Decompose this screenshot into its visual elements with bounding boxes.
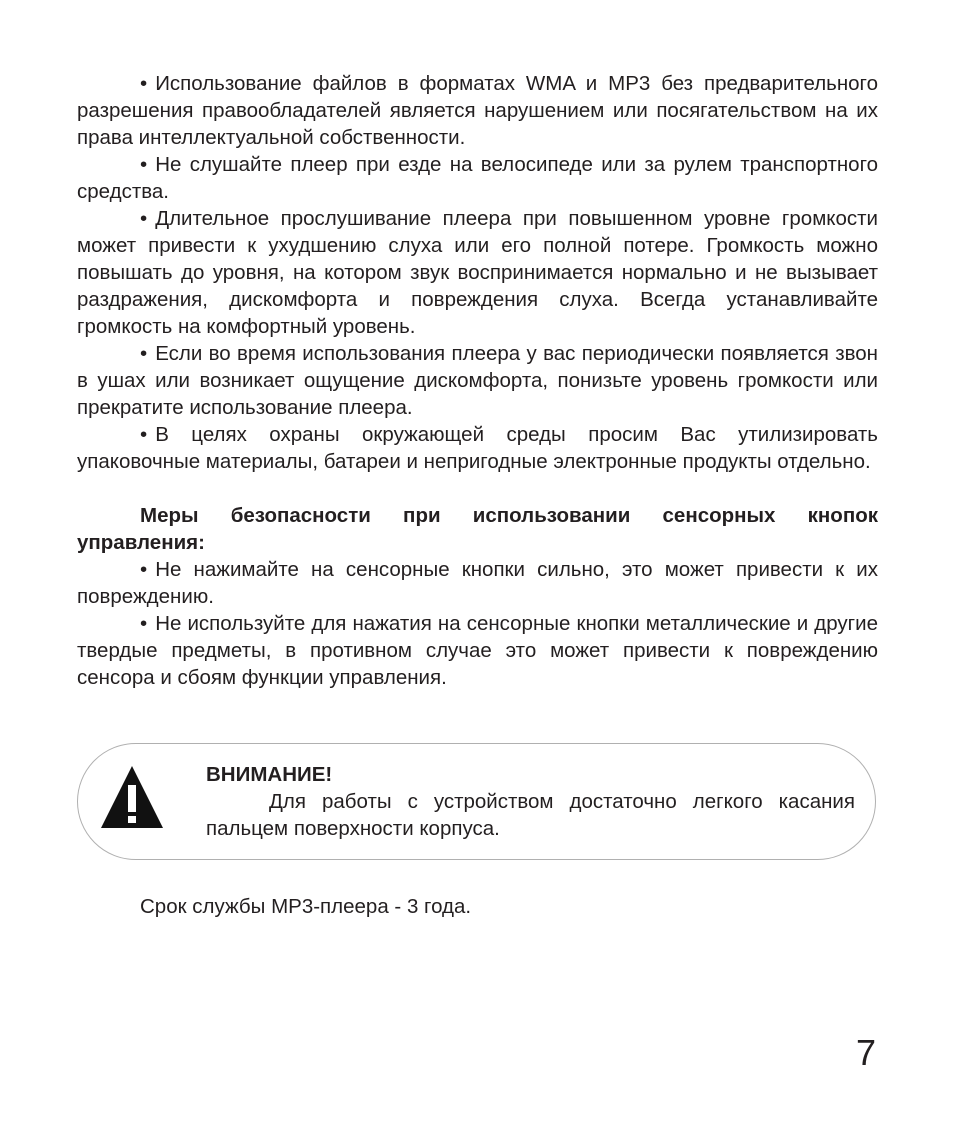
bullet-paragraph	[77, 151, 878, 205]
notice-body: Для работы с устройством достаточно легкого касания пальцем поверхности корпуса.	[206, 790, 855, 840]
page-number: 7	[855, 1032, 876, 1073]
paragraph-text: Не используйте для нажатия на сенсорные кнопки металлические и другие твердые предметы, в противном случае это может привести к повреждению сенсора и сбоям функции управления.	[77, 612, 878, 689]
paragraph-text: Длительное прослушивание плеера при повышенном уровне громкости может привести к ухудшению слуха или его полной потере. Громкость можно повышать до уровня, на котором звук воспринимается нормально и не вызывает раздражения, дискомфорта и повреждения слуха. Всегда устанавливайте громкость на комфортный уровень.	[77, 207, 878, 338]
paragraph-text: Не нажимайте на сенсорные кнопки сильно, это может привести к их повреждению.	[77, 558, 878, 608]
paragraph-text: В целях охраны окружающей среды просим Вас утилизировать упаковочные материалы, батареи и непригодные электронные продукты отдельно.	[77, 423, 878, 473]
bullet-mark: •	[140, 558, 148, 581]
bullet-mark: •	[140, 153, 148, 176]
bullet-mark: •	[140, 423, 148, 446]
warning-notice-box	[77, 743, 876, 860]
bullet-paragraph	[77, 421, 878, 475]
bullet-paragraph	[77, 610, 878, 691]
bullet-mark: •	[140, 207, 148, 230]
bullet-paragraph	[77, 205, 878, 340]
bullet-mark: •	[140, 612, 148, 635]
bullet-mark: •	[140, 342, 148, 365]
notice-text	[206, 761, 855, 842]
bullet-mark: •	[140, 72, 148, 95]
service-life-text: Срок службы MP3-плеера - 3 года.	[140, 895, 472, 918]
paragraph-text: Не слушайте плеер при езде на велосипеде или за рулем транспортного средства.	[77, 153, 878, 203]
warning-triangle-icon	[100, 765, 164, 829]
notice-title: ВНИМАНИЕ!	[206, 763, 333, 786]
paragraph-text: Если во время использования плеера у вас периодически появляется звон в ушах или возникает ощущение дискомфорта, понизьте уровень громкости или прекратите использование плеера.	[77, 342, 878, 419]
bullet-paragraph	[77, 556, 878, 610]
section-heading: Меры безопасности при использовании сенсорных кнопок управления:	[77, 504, 878, 554]
bullet-paragraph	[77, 340, 878, 421]
page-content	[77, 70, 878, 691]
paragraph-text: Использование файлов в форматах WMA и MP3 без предварительного разрешения правообладателей является нарушением или посягательством на их права интеллектуальной собственности.	[77, 72, 878, 149]
bullet-paragraph	[77, 70, 878, 151]
